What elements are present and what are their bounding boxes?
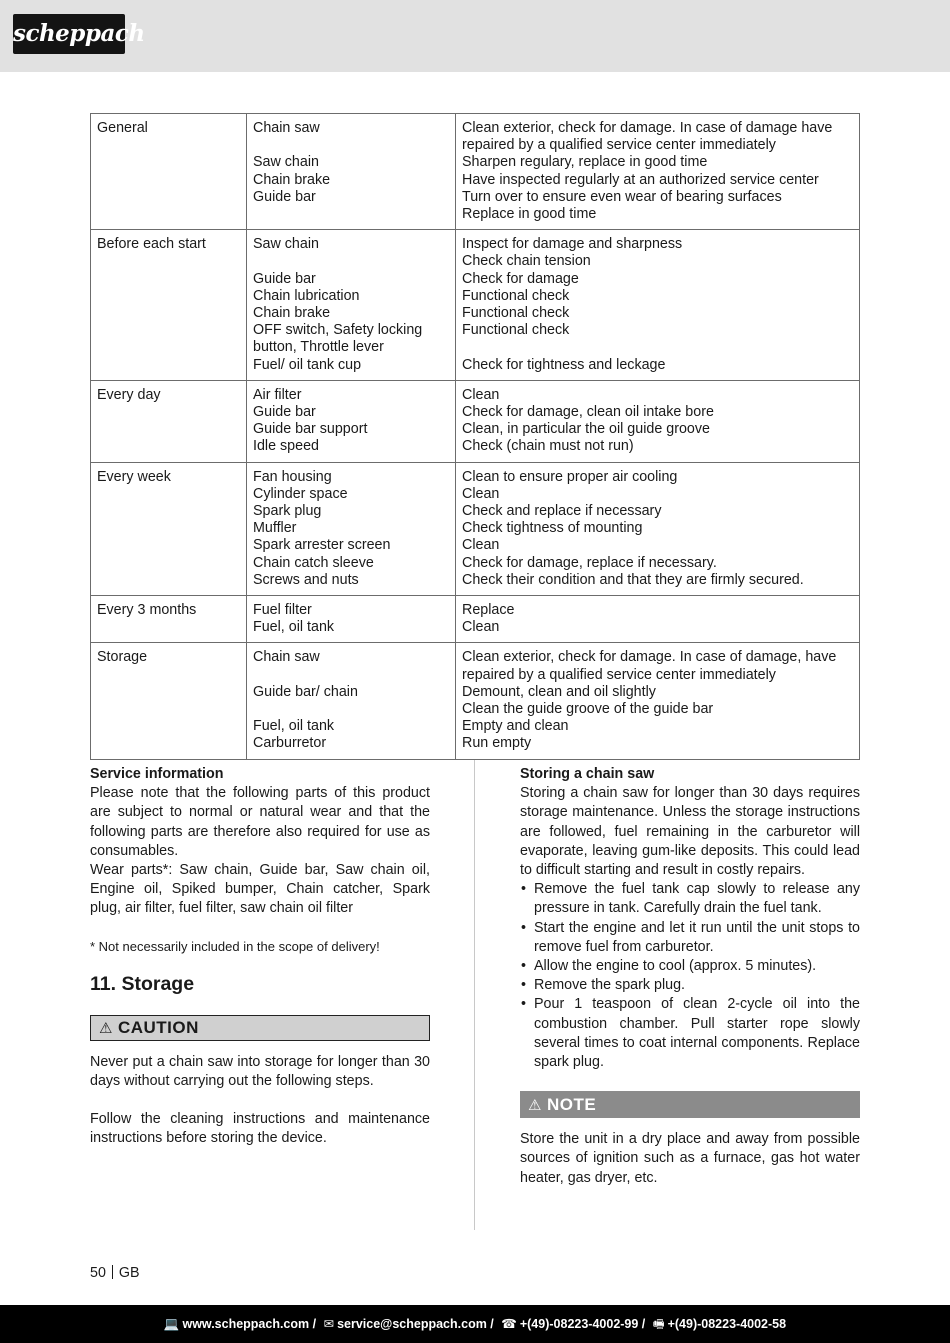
- note-text: Store the unit in a dry place and away from possible sources of ignition such as a furnace, gas hot water heater, gas dryer, etc.: [520, 1131, 860, 1186]
- part-cell: [247, 230, 456, 381]
- action-cell: [456, 462, 860, 595]
- part-line: Chain saw: [253, 649, 320, 666]
- action-line: Check chain tension: [462, 253, 591, 270]
- storing-steps: [520, 880, 860, 1072]
- part-line: Air filter: [253, 386, 302, 403]
- interval-cell: [91, 643, 247, 759]
- interval-label: Every week: [97, 468, 171, 485]
- part-line: Fan housing: [253, 468, 332, 485]
- action-cell: [456, 114, 860, 230]
- footer-email[interactable]: service@scheppach.com /: [337, 1317, 494, 1331]
- left-column: [90, 765, 430, 1149]
- table-row: [91, 114, 860, 230]
- table-row: [91, 596, 860, 643]
- interval-label: Before each start: [97, 236, 206, 253]
- list-item: • Start the engine and let it run until the unit stops to remove fuel from carburetor.: [520, 919, 860, 957]
- page-number-separator: [112, 1265, 113, 1279]
- action-line: Check (chain must not run): [462, 438, 634, 455]
- part-line: Muffler: [253, 520, 297, 537]
- wear-parts-text: Wear parts*: Saw chain, Guide bar, Saw chain oil, Engine oil, Spiked bumper, Chain catcher, Spark plug, air filter, fuel filter, saw chain oil filter: [90, 862, 430, 917]
- part-line: Guide bar: [253, 404, 316, 421]
- action-line: Check for tightness and leckage: [462, 356, 666, 373]
- action-line: Check and replace if necessary: [462, 503, 662, 520]
- table-row: [91, 643, 860, 759]
- storing-heading: Storing a chain saw: [520, 766, 655, 782]
- action-line: Clean: [462, 386, 500, 403]
- warning-icon: ⚠: [99, 1019, 113, 1037]
- action-line: Empty and clean: [462, 718, 569, 735]
- action-line: repaired by a qualified service center immediately: [462, 666, 776, 683]
- part-line: Carburretor: [253, 735, 327, 752]
- list-item: • Pour 1 teaspoon of clean 2-cycle oil into the combustion chamber. Pull starter rope slowly several times to coat internal components. Replace spark plug.: [520, 995, 860, 1072]
- action-cell: [456, 643, 860, 759]
- part-line: [253, 701, 449, 718]
- action-cell: [456, 230, 860, 381]
- part-line: Cylinder space: [253, 485, 348, 502]
- caution-text: Never put a chain saw into storage for longer than 30 days without carrying out the following steps.: [90, 1053, 430, 1090]
- interval-cell: [91, 114, 247, 230]
- action-line: Clean: [462, 619, 500, 636]
- page-language: GB: [118, 1265, 140, 1281]
- part-line: Screws and nuts: [253, 571, 359, 588]
- action-line: Clean: [462, 537, 500, 554]
- page-number-value: 50: [90, 1265, 106, 1281]
- action-line: Run empty: [462, 735, 532, 752]
- part-line: button, Throttle lever: [253, 339, 384, 356]
- page-number: [90, 1264, 140, 1282]
- section-title: 11. Storage: [90, 972, 195, 995]
- note-label: NOTE: [546, 1095, 597, 1115]
- list-item: • Allow the engine to cool (approx. 5 minutes).: [520, 957, 860, 976]
- action-line: Have inspected regularly at an authorized service center: [462, 171, 819, 188]
- interval-label: Storage: [97, 649, 148, 666]
- part-cell: [247, 643, 456, 759]
- footer-fax: +(49)-08223-4002-58: [667, 1317, 787, 1331]
- interval-cell: [91, 380, 247, 462]
- interval-cell: [91, 596, 247, 643]
- part-cell: [247, 380, 456, 462]
- action-line: Clean the guide groove of the guide bar: [462, 701, 714, 718]
- part-line: OFF switch, Safety locking: [253, 322, 423, 339]
- interval-cell: [91, 230, 247, 381]
- part-line: Guide bar support: [253, 421, 368, 438]
- computer-icon: 💻: [163, 1317, 180, 1331]
- table-row: [91, 230, 860, 381]
- action-line: Check for damage: [462, 270, 579, 287]
- action-line: Functional check: [462, 287, 570, 304]
- interval-label: Every 3 months: [97, 602, 197, 619]
- part-line: Chain catch sleeve: [253, 554, 374, 571]
- part-line: Saw chain: [253, 236, 319, 253]
- part-line: Spark plug: [253, 503, 322, 520]
- column-divider: [474, 760, 475, 1230]
- part-line: Fuel, oil tank: [253, 718, 335, 735]
- action-line: Clean exterior, check for damage. In case of damage, have: [462, 649, 837, 666]
- interval-cell: [91, 462, 247, 595]
- cleaning-text: Follow the cleaning instructions and maintenance instructions before storing the device.: [90, 1111, 430, 1147]
- fax-icon: 🖷: [652, 1317, 665, 1331]
- part-line: Fuel, oil tank: [253, 619, 335, 636]
- part-line: Idle speed: [253, 438, 319, 455]
- part-line: [253, 667, 449, 684]
- brand-logo: scheppach: [13, 14, 125, 54]
- action-line: Functional check: [462, 305, 570, 322]
- mail-icon: ✉: [323, 1317, 335, 1331]
- part-line: Fuel/ oil tank cup: [253, 356, 362, 373]
- table-row: [91, 380, 860, 462]
- storing-intro: Storing a chain saw for longer than 30 days requires storage maintenance. Unless the storage instructions are followed, fuel remaining in the carburetor will evaporate, leaving gum-like deposits. This could lead to difficult starting and result in costly repairs.: [520, 785, 860, 879]
- service-info-heading: Service information: [90, 766, 224, 782]
- action-line: [462, 339, 853, 356]
- part-line: Chain lubrication: [253, 287, 360, 304]
- action-line: Clean exterior, check for damage. In case of damage have: [462, 120, 833, 136]
- action-line: Replace in good time: [462, 206, 597, 223]
- part-line: Spark arrester screen: [253, 537, 391, 554]
- action-line: Demount, clean and oil slightly: [462, 683, 656, 700]
- part-cell: [247, 114, 456, 230]
- action-line: Turn over to ensure even wear of bearing surfaces: [462, 188, 782, 205]
- part-line: [253, 253, 449, 270]
- action-line: Check tightness of mounting: [462, 520, 643, 537]
- action-line: Functional check: [462, 322, 570, 339]
- header-band: [0, 0, 950, 72]
- interval-label: General: [97, 120, 148, 136]
- action-line: Check for damage, clean oil intake bore: [462, 404, 714, 421]
- action-line: Clean, in particular the oil guide groove: [462, 421, 710, 438]
- service-info-text: Please note that the following parts of this product are subject to normal or natural wear and that the following parts are therefore also required for use as consumables.: [90, 785, 430, 859]
- action-cell: [456, 596, 860, 643]
- footer-website[interactable]: www.scheppach.com /: [182, 1317, 317, 1331]
- caution-box: [90, 1015, 430, 1041]
- part-line: Chain brake: [253, 171, 331, 188]
- action-cell: [456, 380, 860, 462]
- action-line: Clean: [462, 485, 500, 502]
- action-line: Replace: [462, 602, 515, 619]
- footer-band: [0, 1305, 950, 1343]
- part-line: [253, 137, 449, 154]
- action-line: Inspect for damage and sharpness: [462, 236, 683, 253]
- part-line: Chain brake: [253, 305, 331, 322]
- action-line: Sharpen regulary, replace in good time: [462, 154, 708, 171]
- action-line: Check their condition and that they are firmly secured.: [462, 571, 804, 588]
- caution-label: CAUTION: [117, 1017, 199, 1037]
- part-line: Guide bar: [253, 188, 316, 205]
- note-box: [520, 1091, 860, 1118]
- phone-icon: ☎: [501, 1317, 517, 1331]
- interval-label: Every day: [97, 386, 161, 403]
- part-line: Guide bar/ chain: [253, 683, 358, 700]
- part-line: [253, 206, 449, 223]
- action-line: Check for damage, replace if necessary.: [462, 554, 717, 571]
- action-line: repaired by a qualified service center immediately: [462, 137, 776, 154]
- part-line: Guide bar: [253, 270, 316, 287]
- action-line: Clean to ensure proper air cooling: [462, 468, 678, 485]
- footer-phone: +(49)-08223-4002-99 /: [519, 1317, 646, 1331]
- part-line: Chain saw: [253, 120, 320, 136]
- part-cell: [247, 596, 456, 643]
- warning-icon: ⚠: [528, 1097, 542, 1115]
- list-item: • Remove the spark plug.: [520, 976, 860, 995]
- right-column: [520, 765, 860, 1188]
- table-row: [91, 462, 860, 595]
- part-line: Fuel filter: [253, 602, 312, 619]
- footnote: * Not necessarily included in the scope of delivery!: [90, 938, 380, 954]
- maintenance-table: [90, 113, 860, 760]
- part-line: Saw chain: [253, 154, 319, 171]
- part-cell: [247, 462, 456, 595]
- list-item: • Remove the fuel tank cap slowly to release any pressure in tank. Carefully drain the fuel tank.: [520, 880, 860, 918]
